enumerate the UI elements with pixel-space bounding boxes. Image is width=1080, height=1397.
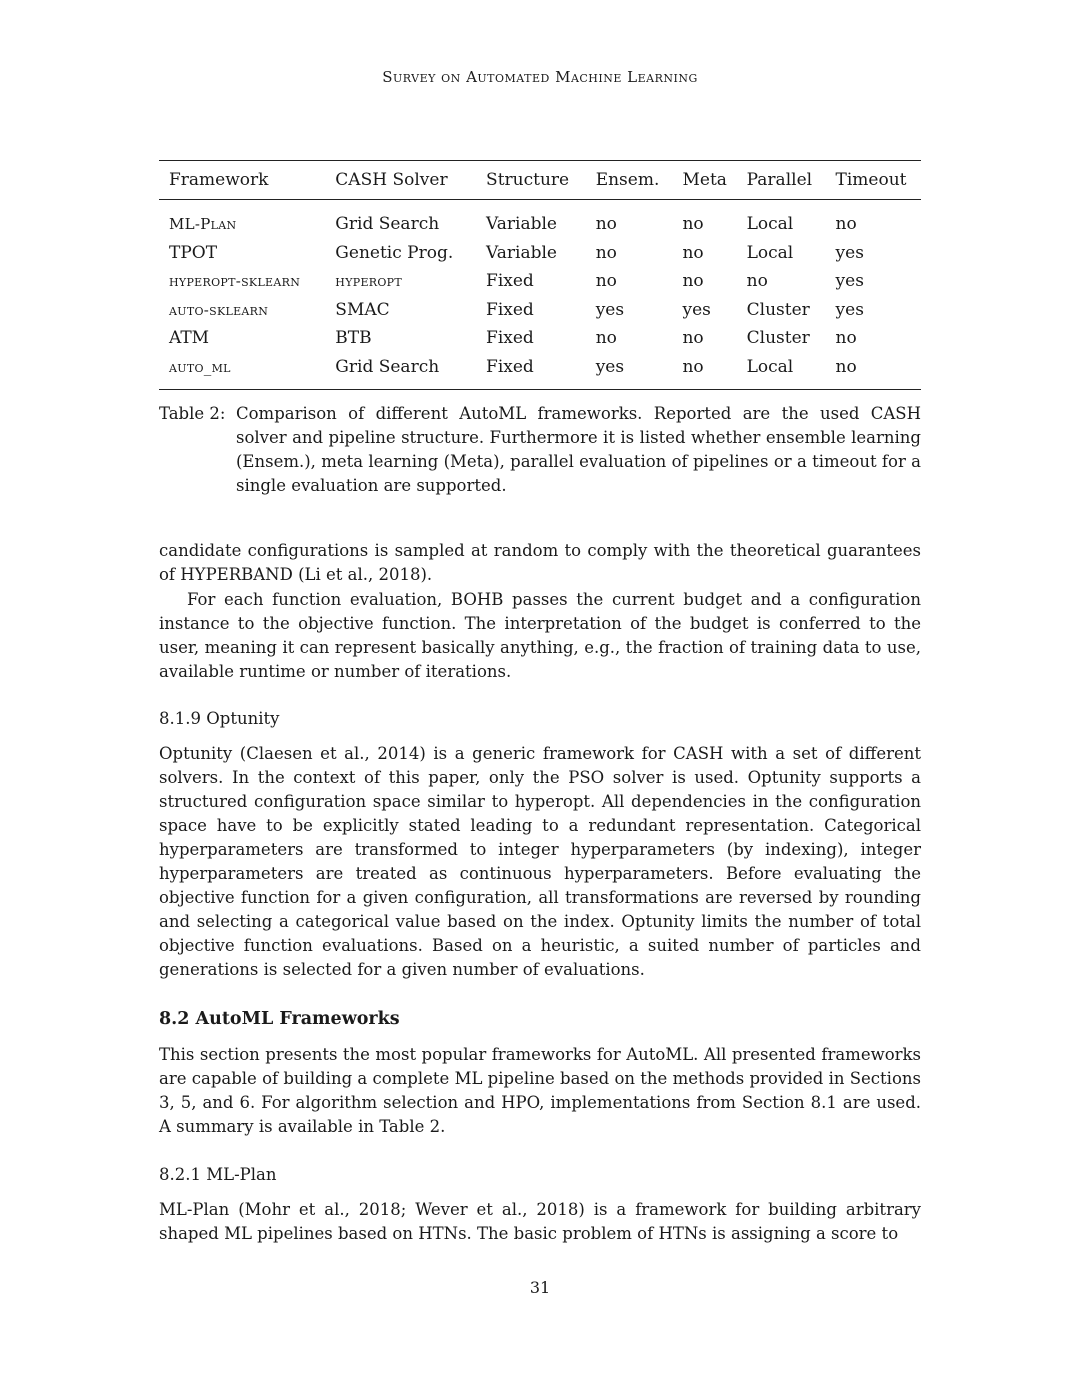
cell-framework: ATM — [169, 328, 210, 349]
cell: BTB — [335, 328, 372, 349]
paragraph-text: candidate configurations is sampled at random to comply with the theoretical guarantees of HYPERBAND (Li et al., 2018). — [159, 541, 921, 584]
cell: yes — [595, 299, 625, 320]
cell: yes — [595, 356, 625, 377]
cell: no — [682, 328, 704, 349]
paragraph-text: For each function evaluation, BOHB passes the current budget and a configuration instance to the objective function. The interpretation of the budget is conferred to the user, meaning it can represent basically anything, e.g., the fraction of training data to use, available runtime or number of iterations. — [159, 590, 921, 681]
paragraph-text: This section presents the most popular frameworks for AutoML. All presented frameworks are capable of building a complete ML pipeline based on the methods provided in Sections 3, 5, and 6. For algorithm selection and HPO, implementations from Section 8.1 are used. A summary is available in Table 2. — [159, 1045, 921, 1136]
paragraph-bohb — [159, 588, 921, 684]
header-structure: Structure — [486, 170, 570, 190]
subsection-heading-ml-plan: 8.2.1 ML-Plan — [159, 1165, 277, 1184]
cell: Local — [746, 356, 794, 377]
caption-text: Comparison of different AutoML frameworks. Reported are the used CASH solver and pipeline structure. Furthermore it is listed whether ensemble learning (Ensem.), meta learning (Meta), parallel evaluation of pipelines or a timeout for a single evaluation are supported. — [236, 404, 921, 495]
paragraph-text: Optunity (Claesen et al., 2014) is a generic framework for CASH with a set of different solvers. In the context of this paper, only the PSO solver is used. Optunity supports a structured configuration space similar to hyperopt. All dependencies in the configuration space have to be explicitly stated leading to a redundant representation. Categorical hyperparameters are transformed to integer hyperparameters (by indexing), integer hyperparameters are treated as continuous hyperparameters. Before evaluating the objective function for a given configuration, all transformations are reversed by rounding and selecting a categorical value based on the index. Optunity limits the number of total objective function evaluations. Based on a heuristic, a suited number of particles and generations is selected for a given number of evaluations. — [159, 744, 921, 979]
cell: no — [746, 271, 768, 292]
cell: SMAC — [335, 299, 390, 320]
cell: no — [835, 328, 857, 349]
header-framework: Framework — [169, 170, 269, 190]
header-timeout: Timeout — [835, 170, 907, 190]
paragraph-text: ML-Plan (Mohr et al., 2018; Wever et al., 2018) is a framework for building arbitrary shaped ML pipelines based on HTNs. The basic problem of HTNs is assigning a score to — [159, 1200, 921, 1243]
caption-label: Table 2: — [159, 404, 226, 423]
running-head: Survey on Automated Machine Learning — [382, 68, 698, 86]
page-number: 31 — [529, 1278, 551, 1297]
cell: Fixed — [486, 299, 534, 320]
frameworks-table — [159, 160, 921, 390]
cell: no — [682, 356, 704, 377]
cell: Local — [746, 214, 794, 235]
table-row — [159, 324, 921, 353]
cell: Cluster — [746, 299, 810, 320]
cell: Fixed — [486, 271, 534, 292]
frameworks-table-container — [159, 160, 921, 390]
paragraph-hyperband — [159, 539, 921, 587]
cell: Fixed — [486, 328, 534, 349]
cell: Grid Search — [335, 214, 440, 235]
table-row — [159, 353, 921, 390]
cell: yes — [835, 271, 864, 292]
subsection-heading-optunity: 8.1.9 Optunity — [159, 709, 280, 728]
cell: Cluster — [746, 328, 810, 349]
table-row — [159, 296, 921, 325]
cell: hyperopt — [335, 272, 403, 291]
cell: Grid Search — [335, 356, 440, 377]
section-heading-automl-frameworks: 8.2 AutoML Frameworks — [159, 1009, 400, 1029]
paragraph-optunity — [159, 742, 921, 982]
table-row — [159, 267, 921, 296]
cell: no — [682, 214, 704, 235]
table-caption — [159, 402, 921, 498]
cell: no — [682, 242, 704, 263]
cell: Variable — [486, 242, 557, 263]
cell: Fixed — [486, 356, 534, 377]
cell: yes — [835, 242, 864, 263]
header-cash-solver: CASH Solver — [335, 170, 448, 190]
header-parallel: Parallel — [746, 170, 813, 190]
table-header-row — [159, 161, 921, 200]
cell: no — [595, 328, 617, 349]
cell: yes — [682, 299, 711, 320]
cell-framework: TPOT — [169, 242, 218, 263]
cell-framework: auto-sklearn — [169, 300, 269, 319]
cell-framework: ML-Plan — [169, 215, 237, 234]
cell-framework: hyperopt-sklearn — [169, 272, 301, 291]
cell: no — [595, 242, 617, 263]
cell: yes — [835, 299, 864, 320]
header-meta: Meta — [682, 170, 727, 190]
cell: Genetic Prog. — [335, 242, 454, 263]
header-ensem: Ensem. — [595, 170, 660, 190]
cell: no — [682, 271, 704, 292]
cell: Local — [746, 242, 794, 263]
cell-framework: auto_ml — [169, 357, 231, 376]
table-row — [159, 200, 921, 239]
paragraph-frameworks-intro — [159, 1043, 921, 1139]
cell: no — [835, 214, 857, 235]
cell: no — [595, 214, 617, 235]
paragraph-ml-plan — [159, 1198, 921, 1246]
table-row — [159, 239, 921, 268]
cell: Variable — [486, 214, 557, 235]
cell: no — [835, 356, 857, 377]
cell: no — [595, 271, 617, 292]
